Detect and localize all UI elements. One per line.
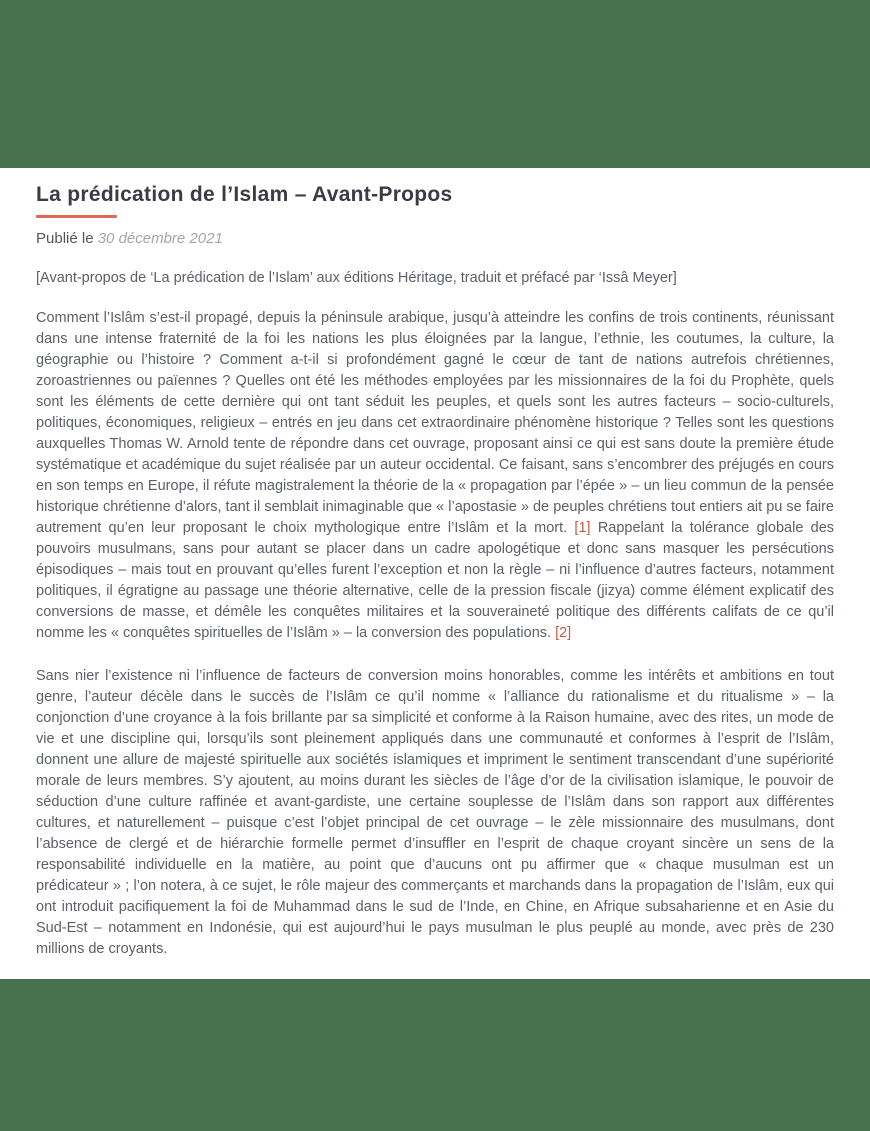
paragraph-2: Sans nier l’existence ni l’influence de facteurs de conversion moins honorables, comme les intérêts et ambitions en tout genre, l’auteur décèle dans le succès de l’Islâm ce qu’il nomme « l’alliance du rationalisme et du ritualisme » – la conjonction d’une croyance à la fois brillante par sa simplicité et conforme à la Raison humaine, avec des rites, un mode de vie et une discipline qui, lorsqu’ils sont pleinement appliqués dans une communauté et conformes à l’esprit de l’Islâm, donnent une allure de majesté spirituelle aux sociétés islamiques et impriment le sentiment transcendant d’une supériorité morale de leurs membres. S’y ajoutent, au moins durant les siècles de l’âge d’or de la civilisation islamique, le pouvoir de séduction d’une culture raffinée et avant-gardiste, une certaine souplesse de l’Islâm dans son rapport aux différentes cultures, et naturellement – puisque c’est l’objet principal de cet ouvrage – le zèle missionnaire des musulmans, dont l’absence de clergé et de hiérarchie formelle permet d’insuffler en l’esprit de chaque croyant sincère un sens de la responsabilité individuelle en la matière, au point que d’aucuns ont pu affirmer que « chaque musulman est un prédicateur » ; l’on notera, à ce sujet, le rôle majeur des commerçants et marchands dans la propagation de l’Islâm, eux qui ont introduit pacifiquement la foi de Muhammad dans le sud de l’Inde, en Chine, en Afrique subsaharienne et en Asie du Sud-Est – notamment en Indonésie, qui est aujourd’hui le pays musulman le plus peuplé au monde, avec près de 230 millions de croyants. <box>36 668 834 957</box>
paragraph-1-text-b: Rappelant la tolérance globale des pouvoirs musulmans, sans pour autant se placer dans un cadre apologétique et donc sans masquer les persécutions épisodiques – mais tout en prouvant qu’elles furent l’exception et non la règle – ni l’influence d’autres facteurs, notamment politiques, il égratigne au passage une théorie alternative, celle de la pression fiscale (jizya) comme élément explicatif des conversions de masse, et démêle les conquêtes militaires et la souveraineté politique des différents califats de ce qu’il nomme les « conquêtes spirituelles de l’Islâm » – la conversion des populations. <box>36 520 835 641</box>
footnote-link-2[interactable]: [2] <box>555 625 572 641</box>
intro-note: [Avant-propos de ‘La prédication de l’Islam’ aux éditions Héritage, traduit et préfacé par ‘Issâ Meyer] <box>36 270 677 286</box>
post-meta <box>36 228 834 249</box>
paragraph-1-text-a: Comment l’Islâm s’est-il propagé, depuis la péninsule arabique, jusqu’à atteindre les confins de trois continents, réunissant dans une intense fraternité de la foi les nations les plus éloignées par la langue, l’ethnie, les coutumes, la culture, la géographie ou l’histoire ? Comment a-t-il si profondément gagné le cœur de tant de nations autrefois chrétiennes, zoroastriennes ou païennes ? Quelles ont été les méthodes employées par les missionnaires de la foi du Prophète, quels sont les éléments de cette dernière qui ont tant séduit les peuples, et quels sont les autres facteurs – socio-culturels, politiques, économiques, religieux – entrés en jeu dans cet extraordinaire phénomène historique ? Telles sont les questions auxquelles Thomas W. Arnold tente de répondre dans cet ouvrage, proposant ainsi ce qui est sans doute la première étude systématique et académique du sujet réalisée par un auteur occidental. Ce faisant, sans s’encombrer des préjugés en cours en son temps en Europe, il réfute magistralement la théorie de la « propagation par l’épée » – un lieu commun de la pensée historique chrétienne d’alors, tant il semblait inimaginable que « l’apostasie » de peuples chrétiens tout entiers ait pu se faire autrement qu’en leur proposant le choix mythologique entre l’Islâm et la mort. <box>36 310 834 536</box>
published-label: Publié le <box>36 230 94 247</box>
footnote-link-1[interactable]: [1] <box>574 520 591 536</box>
article-content <box>0 168 870 979</box>
footer-band <box>0 979 870 1131</box>
title-underline-accent <box>36 215 117 218</box>
header-band <box>0 0 870 168</box>
published-date: 30 décembre 2021 <box>97 230 223 247</box>
paragraph-1 <box>36 308 834 644</box>
post-title: La prédication de l’Islam – Avant-Propos <box>36 183 453 206</box>
